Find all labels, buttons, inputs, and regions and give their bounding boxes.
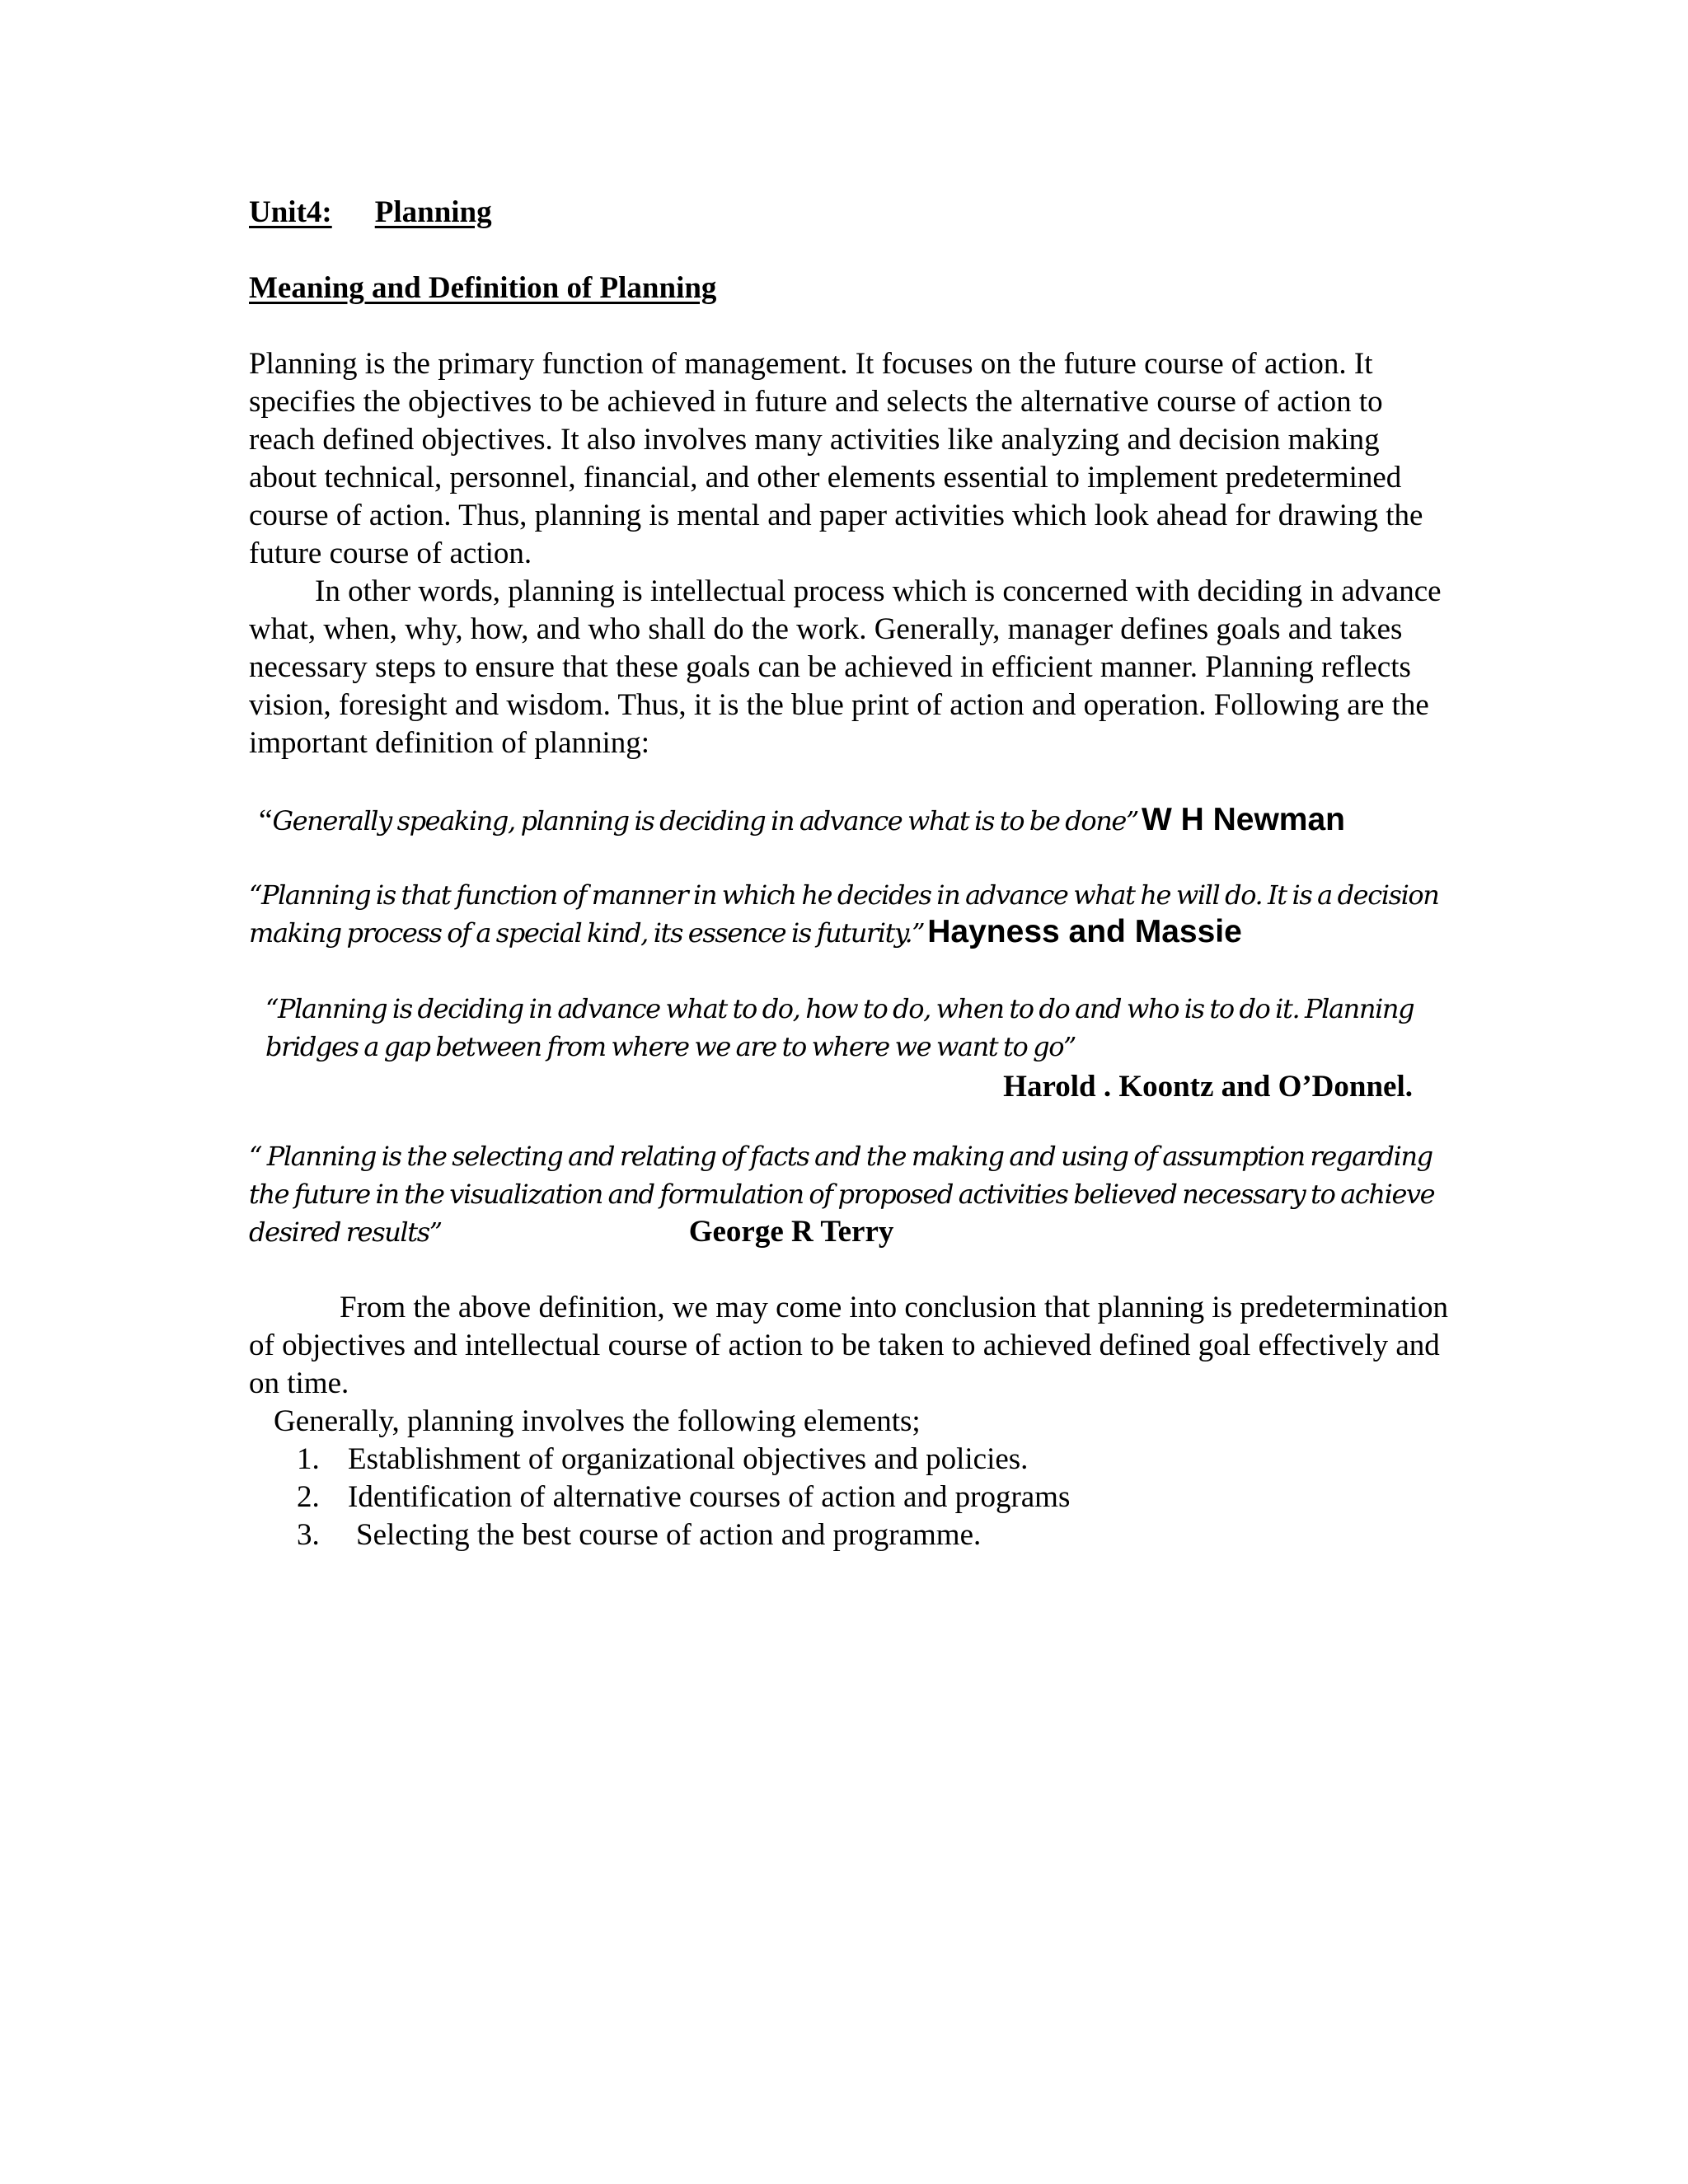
definition-text: “Planning is that function of manner in which he decides in advance what he will do. It is a decision making process of a special kind, its essence is futurity.”: [249, 879, 1439, 949]
paragraph-conclusion: From the above definition, we may come into conclusion that planning is predetermination of objectives and intellectual course of action to be taken to achieved defined goal effectively and on time.: [249, 1290, 1449, 1400]
list-item-number: 2.: [297, 1479, 320, 1514]
document-body: [249, 194, 1452, 1554]
definition-author: Harold . Koontz and O’Donnel.: [1003, 1069, 1413, 1104]
elements-intro: Generally, planning involves the following elements;: [274, 1404, 921, 1438]
list-item-text: Establishment of organizational objectives and policies.: [348, 1441, 1029, 1476]
paragraph-intro: Planning is the primary function of management. It focuses on the future course of action. It specifies the objectives to be achieved in future and selects the alternative course of action to reach defined objectives. It also involves many activities like analyzing and decision making about technical, personnel, financial, and other elements essential to implement predetermined course of action. Thus, planning is mental and paper activities which look ahead for drawing the future course of action.: [249, 346, 1423, 570]
definition-koontz: [249, 990, 1452, 1104]
unit-topic: Planning: [374, 195, 492, 229]
definition-author: George R Terry: [688, 1214, 894, 1249]
definition-newman: [249, 802, 1452, 840]
list-item: [249, 1441, 1452, 1479]
quote-open-mark: “: [259, 803, 273, 837]
definition-terry: [249, 1137, 1452, 1251]
definition-author: Hayness and Massie: [927, 913, 1242, 949]
definition-text: “Planning is deciding in advance what to do, how to do, when to do and who is to do it. Planning bridges a gap between from where we are to where we want to go”: [265, 992, 1414, 1062]
section-heading: Meaning and Definition of Planning: [249, 271, 717, 306]
definition-author: W H Newman: [1141, 801, 1345, 837]
list-item-text: Identification of alternative courses of action and programs: [348, 1479, 1071, 1514]
paragraph-other-words: In other words, planning is intellectual process which is concerned with deciding in advance what, when, why, how, and who shall do the work. Generally, manager defines goals and takes necessary steps to ensure that these goals can be achieved in efficient manner. Planning reflects vision, foresight and wisdom. Thus, it is the blue print of action and operation. Following are the important definition of planning:: [249, 574, 1442, 760]
unit-heading: [249, 194, 1452, 231]
list-item-number: 1.: [297, 1441, 320, 1476]
list-item: [249, 1479, 1452, 1516]
list-item-text: Selecting the best course of action and programme.: [356, 1517, 982, 1552]
unit-label: Unit4:: [249, 195, 332, 229]
definition-text: “ Planning is the selecting and relating of facts and the making and using of assumption regarding the future in the visualization and formulation of proposed activities believed necessary to achieve desired results”: [249, 1140, 1435, 1248]
list-item: [249, 1516, 1452, 1554]
list-item-number: 3.: [297, 1517, 320, 1552]
definition-text: Generally speaking, planning is deciding in advance what is to be done”: [272, 804, 1138, 837]
elements-list: [249, 1441, 1452, 1554]
definition-hayness-massie: [249, 876, 1452, 952]
